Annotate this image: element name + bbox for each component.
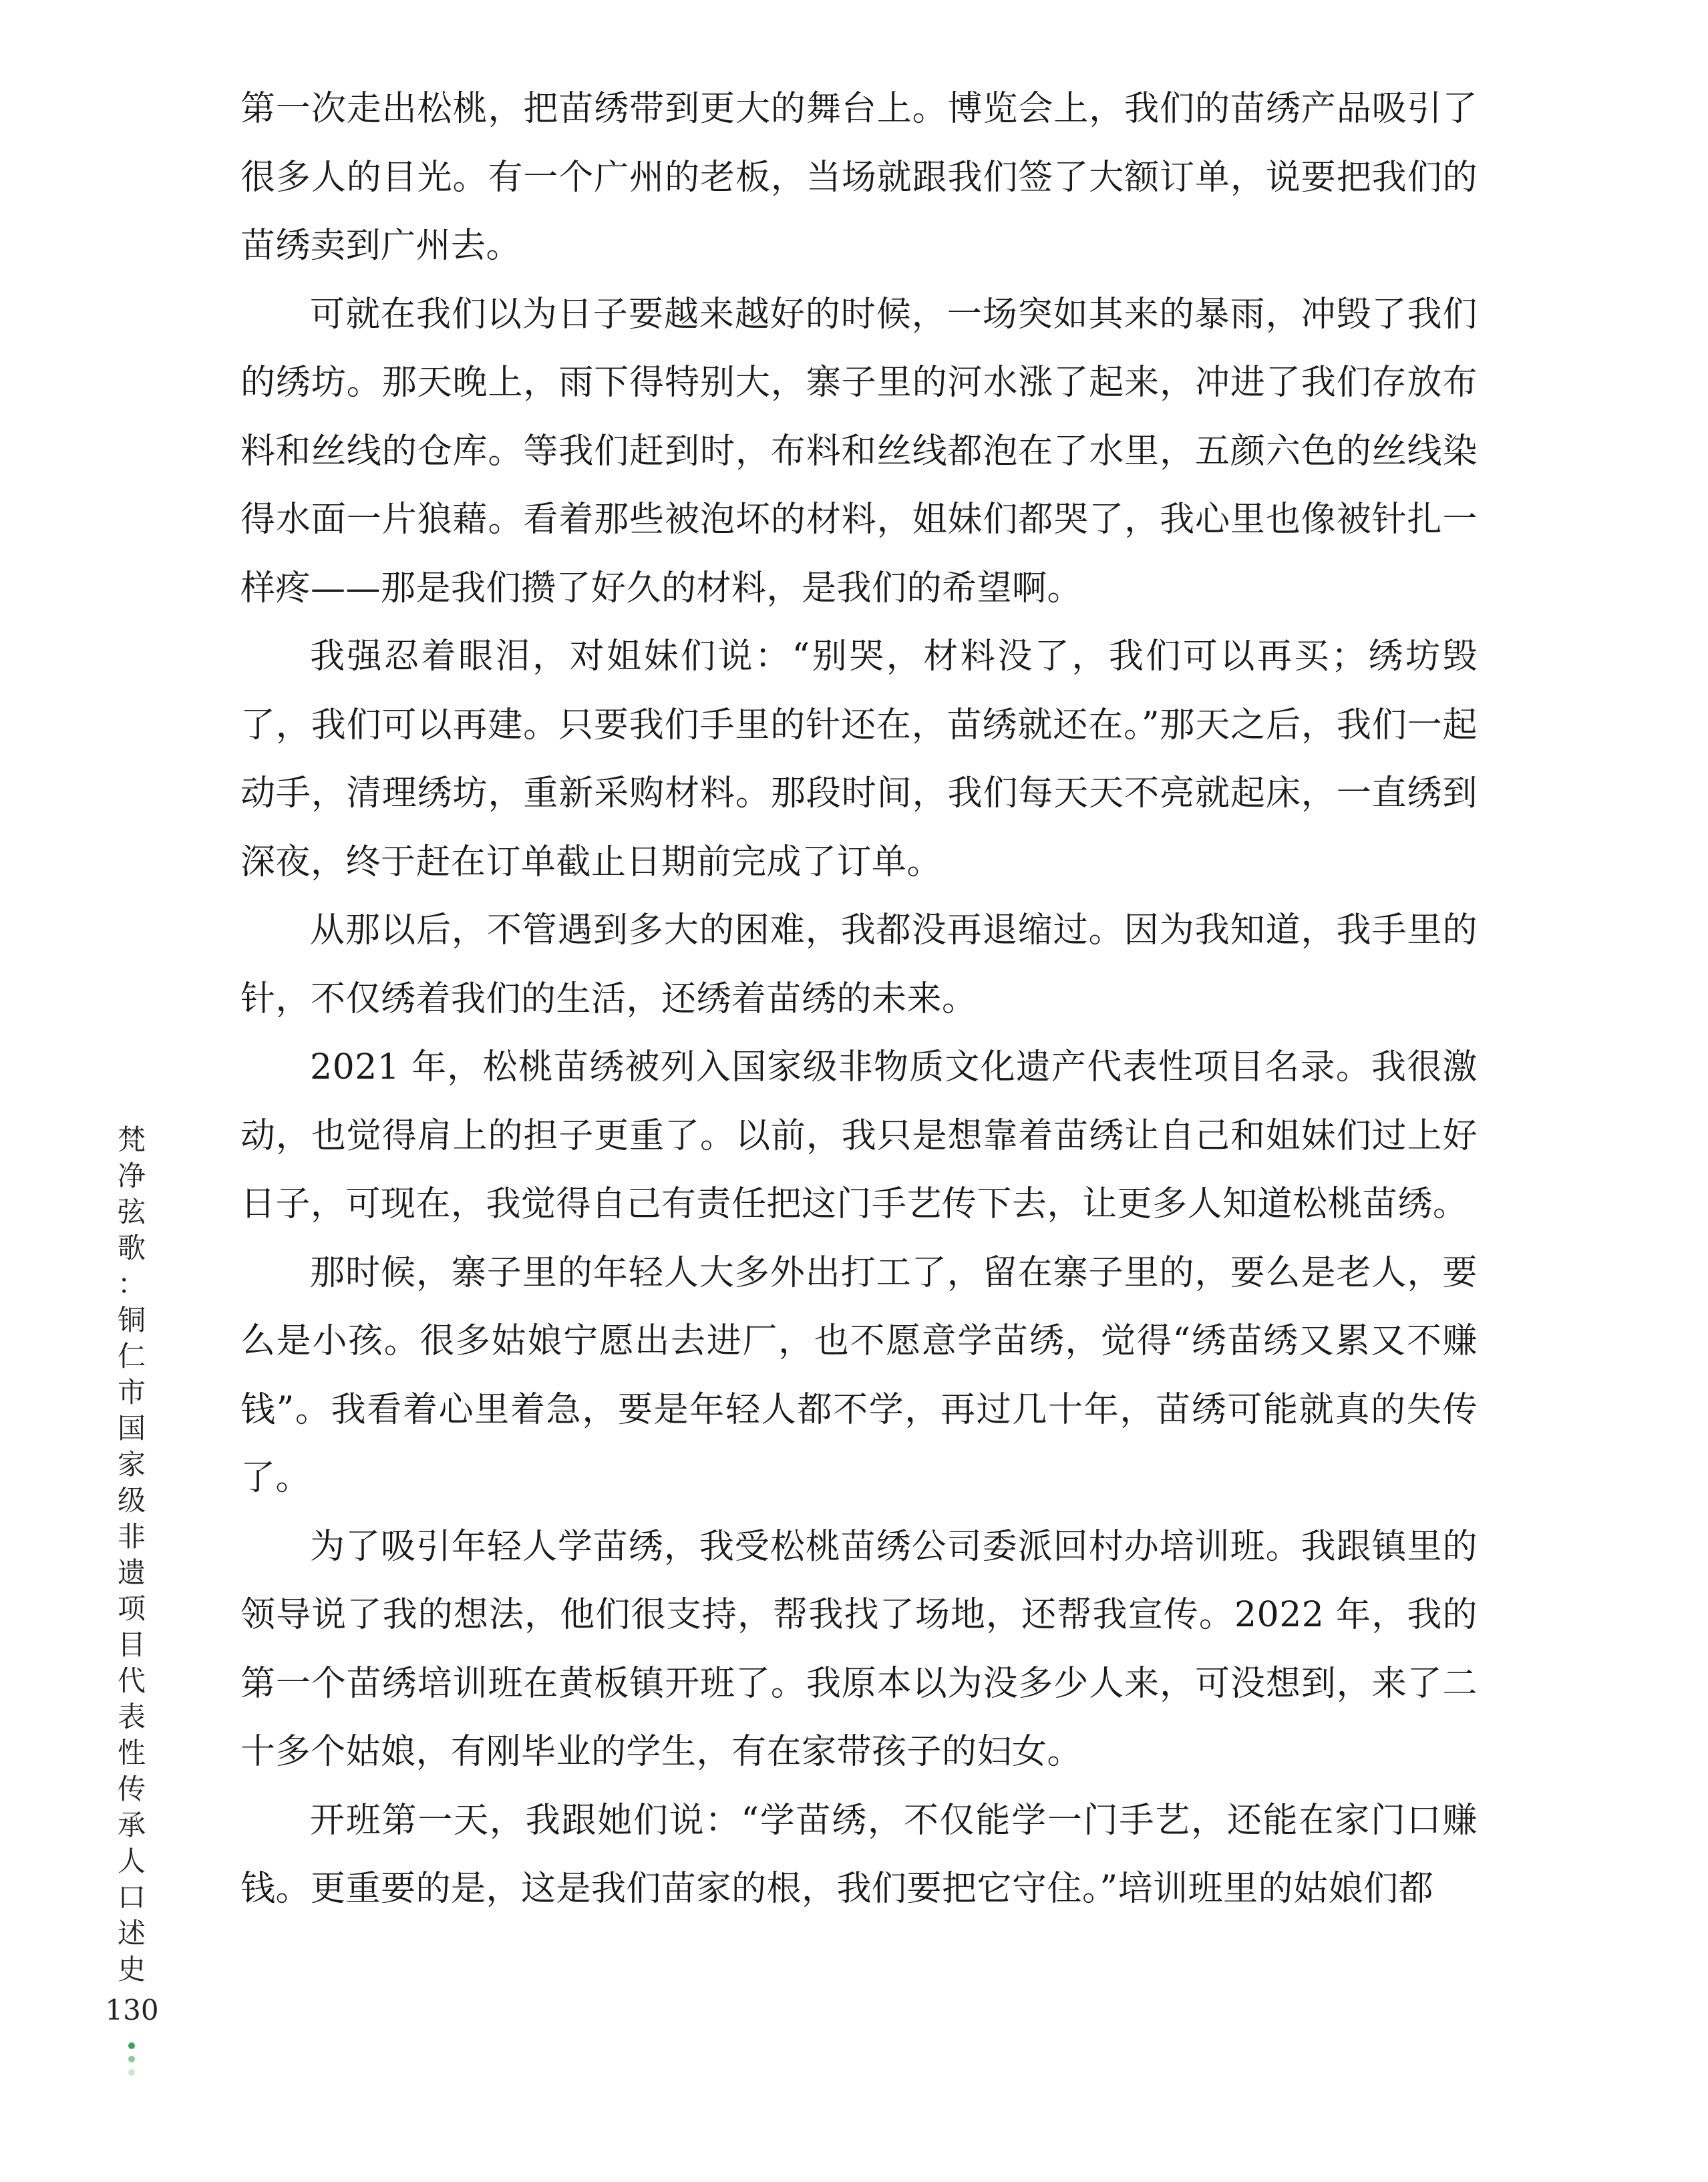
paragraph: 开班第一天，我跟她们说：“学苗绣，不仅能学一门手艺，还能在家门口赚钱。更重要的是，这是我们苗家的根，我们要把它守住。”培训班里的姑娘们都 xyxy=(240,1800,1478,1909)
dot-icon xyxy=(128,2056,135,2062)
dot-icon xyxy=(128,2069,135,2076)
paragraph: 我强忍着眼泪，对姐妹们说：“别哭，材料没了，我们可以再买；绣坊毁了，我们可以再建。只要我们手里的针还在，苗绣就还在。”那天之后，我们一起动手，清理绣坊，重新采购材料。那段时间，我们每天天不亮就起床，一直绣到深夜，终于赶在订单截止日期前完成了订单。 xyxy=(240,637,1478,882)
running-title: 梵 净 弦 歌 ： 铜 仁 市 国 家 级 非 遗 项 目 代 表 性 传 承 人 口 述 史 xyxy=(117,1123,146,1986)
page-number: 130 xyxy=(105,1994,159,2026)
body-text xyxy=(240,75,1478,1924)
paragraph: 可就在我们以为日子要越来越好的时候，一场突如其来的暴雨，冲毁了我们的绣坊。那天晚上，雨下得特别大，寨子里的河水涨了起来，冲进了我们存放布料和丝线的仓库。等我们赶到时，布料和丝线都泡在了水里，五颜六色的丝线染得水面一片狼藉。看着那些被泡坏的材料，姐妹们都哭了，我心里也像被针扎一样疼——那是我们攒了好久的材料，是我们的希望啊。 xyxy=(240,294,1478,608)
decorative-dots xyxy=(127,2042,136,2082)
paragraph: 第一次走出松桃，把苗绣带到更大的舞台上。博览会上，我们的苗绣产品吸引了很多人的目光。有一个广州的老板，当场就跟我们签了大额订单，说要把我们的苗绣卖到广州去。 xyxy=(240,89,1478,266)
paragraph: 2021 年，松桃苗绣被列入国家级非物质文化遗产代表性项目名录。我很激动，也觉得肩上的担子更重了。以前，我只是想靠着苗绣让自己和姐妹们过上好日子，可现在，我觉得自己有责任把这门手艺传下去，让更多人知道松桃苗绣。 xyxy=(240,1047,1478,1224)
paragraph: 那时候，寨子里的年轻人大多外出打工了，留在寨子里的，要么是老人，要么是小孩。很多姑娘宁愿出去进厂，也不愿意学苗绣，觉得“绣苗绣又累又不赚钱”。我看着心里着急，要是年轻人都不学，再过几十年，苗绣可能就真的失传了。 xyxy=(240,1252,1478,1498)
paragraph: 从那以后，不管遇到多大的困难，我都没再退缩过。因为我知道，我手里的针，不仅绣着我们的生活，还绣着苗绣的未来。 xyxy=(240,910,1478,1019)
dot-icon xyxy=(128,2042,135,2049)
paragraph: 为了吸引年轻人学苗绣，我受松桃苗绣公司委派回村办培训班。我跟镇里的领导说了我的想法，他们很支持，帮我找了场地，还帮我宣传。2022 年，我的第一个苗绣培训班在黄板镇开班了。我原本以为没多少人来，可没想到，来了二十多个姑娘，有刚毕业的学生，有在家带孩子的妇女。 xyxy=(240,1526,1478,1772)
